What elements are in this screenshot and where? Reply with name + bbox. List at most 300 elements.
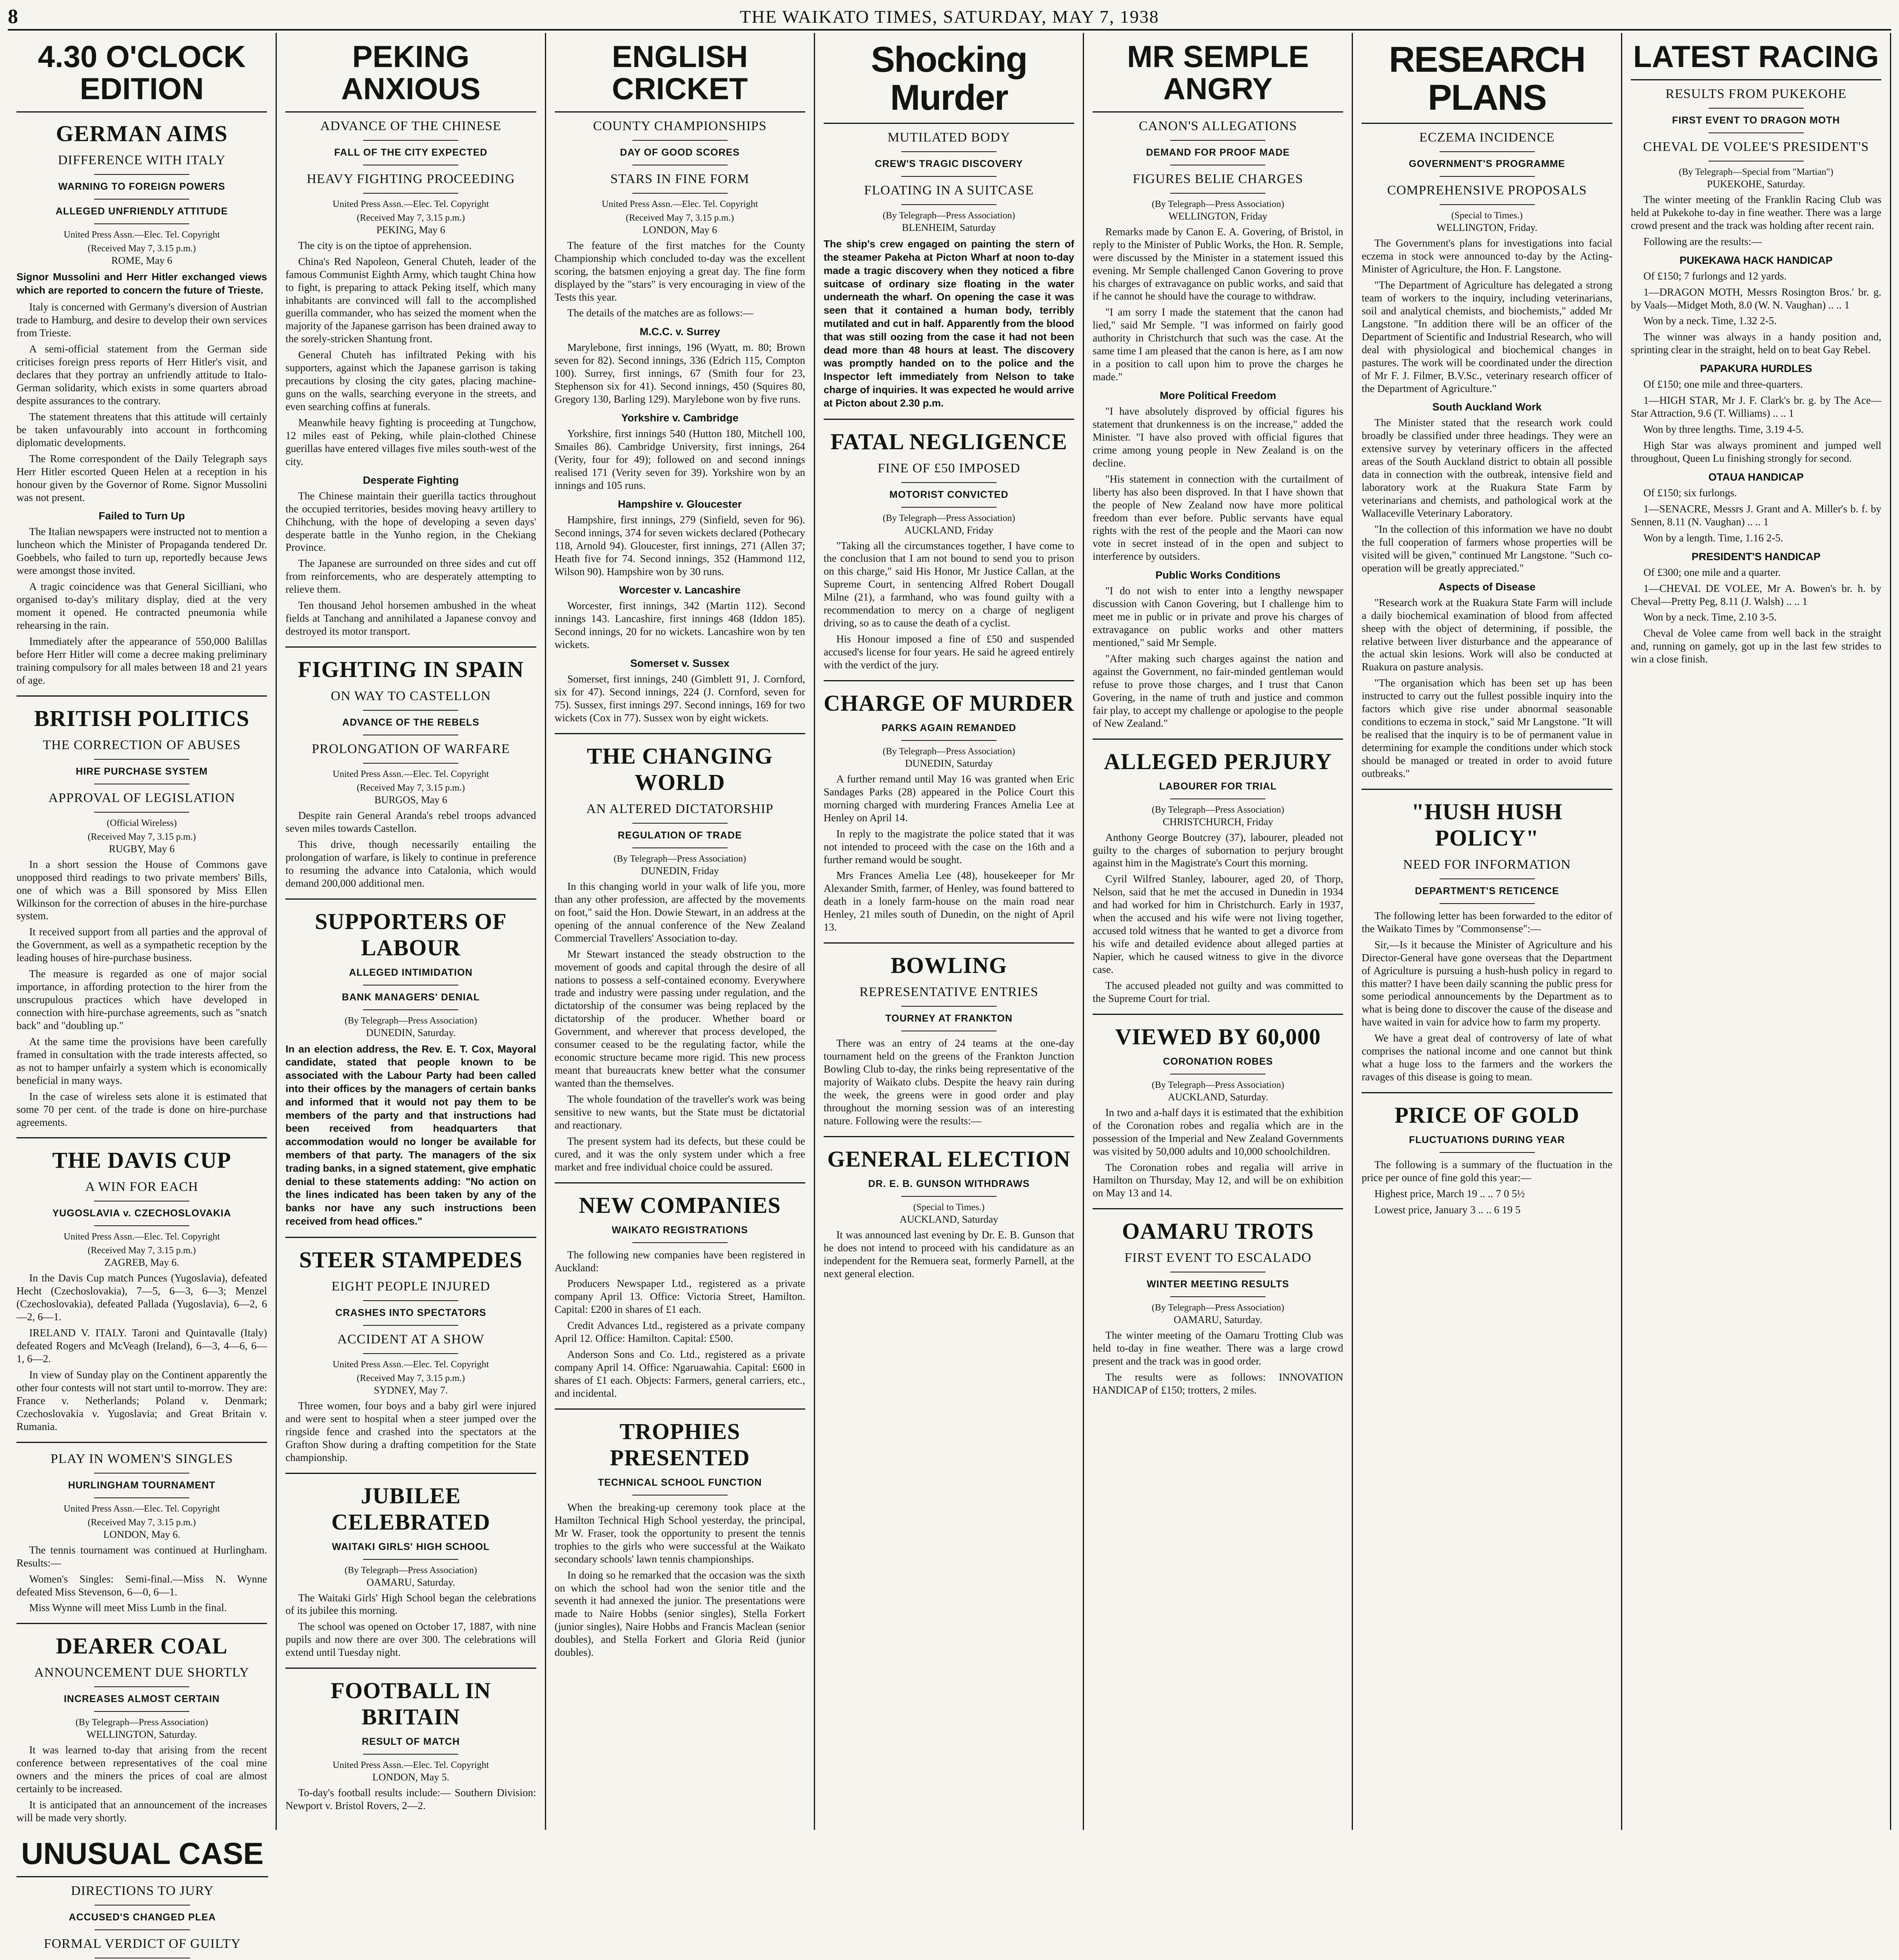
article (285, 1237, 536, 1464)
wire-credit: United Press Assn.—Elec. Tel. Copyright (332, 1760, 489, 1771)
wire-credit: United Press Assn.—Elec. Tel. Copyright (64, 1503, 220, 1514)
body-paragraph: When the breaking-up ceremony took place at the Hamilton Technical High School yesterday, the principal, Mr W. Fraser, took the opportunity to present the tennis trophies to the girls who were successful at the Waikato secondary schools' lawn tennis championships. (554, 1501, 805, 1565)
body-paragraph: We have a great deal of controversy of late of what comprises the national income and one cannot but think what a huge loss to the farmers and the workers the ravages of this disease is going to mean. (1362, 1032, 1612, 1083)
body-paragraph: Worcester, first innings, 342 (Martin 112). Second innings 143. Lancashire, first innings 468 (Iddon 185). Second innings, 20 for no wickets. Lancashire won by ten wickets. (554, 600, 805, 651)
wire-credit: (By Telegraph—Press Association) (345, 1015, 477, 1026)
section-rule (555, 1408, 805, 1410)
dateline: ROME, May 6 (111, 254, 172, 266)
body-paragraph: Won by a neck. Time, 2.10 3-5. (1643, 611, 1777, 623)
body-paragraph: Mr Stewart instanced the steady obstruction to the movement of goods and capital through the desire of all nations to possess a self-contained economy. Everywhere trade and industry were passing under regulation, and the dictatorship of the consumer was being replaced by the dictatorship of the producer. Whether board or Government, and wherever that process developed, the consumer ceased to be the regulating factor, while the economic structure became more rigid. This new process meant that bureaucrats knew better what the consumer wanted than the themselves. (554, 948, 805, 1089)
deck-headline: NEED FOR INFORMATION (1403, 857, 1571, 872)
body-paragraph: Hampshire, first innings, 279 (Sinfield, seven for 96). Second innings, 374 for seven wickets declared (Pothecary 118, Arnold 94). Gloucester, first innings, 271 (Allen 37; Heath five for 74. Second innings, 352 (Hammond 112, Wilson 90). Hampshire won by 30 runs. (554, 514, 805, 577)
wire-credit: (Official Wireless) (107, 818, 177, 828)
deck-headline: FIRST EVENT TO ESCALADO (1124, 1250, 1312, 1265)
subheading: Yorkshire v. Cambridge (621, 412, 739, 424)
dateline: RUGBY, May 6 (109, 843, 175, 855)
deck-rule (363, 140, 458, 141)
body-paragraph: The winter meeting of the Franklin Racing Club was held at Pukekohe to-day in fine weather. There was a large crowd present and the track was holding after recent rain. (1630, 193, 1881, 231)
dateline: LONDON, May 6. (103, 1528, 180, 1540)
bold-deck-headline: ALLEGED UNFRIENDLY ATTITUDE (55, 205, 228, 217)
body-paragraph: In view of Sunday play on the Continent apparently the other four contests will not start until to-morrow. They are: France v. Netherlands; Poland v. Denmark; Czechoslovakia v. Yugoslavia; and Great Britain v. Rumania. (16, 1369, 267, 1432)
wire-credit: (Special to Times.) (913, 1202, 985, 1212)
wire-credit: (By Telegraph—Special from "Martian") (1679, 167, 1834, 177)
deck-headline: MUTILATED BODY (887, 130, 1011, 145)
deck-rule (1708, 108, 1804, 109)
deck-headline: FLOATING IN A SUITCASE (864, 183, 1034, 198)
body-paragraph: 1—CHEVAL DE VOLEE, Mr A. Bowen's br. h. by Cheval—Pretty Peg, 8.11 (J. Walsh) .. .. 1 (1630, 582, 1881, 607)
subheading: OTAUA HANDICAP (1708, 471, 1804, 483)
received-time: (Received May 7, 3.15 p.m.) (356, 212, 465, 223)
body-paragraph: The Italian newspapers were instructed not to mention a luncheon which the Minister of Propaganda tendered Dr. Goebbels, who failed to turn up, reportedly because Jews were amongst those invited. (16, 526, 267, 577)
deck-rule (901, 1006, 997, 1007)
article-headline: ALLEGED PERJURY (1104, 748, 1332, 774)
article-headline: VIEWED BY 60,000 (1115, 1024, 1321, 1049)
body-paragraph: Miss Wynne will meet Miss Lumb in the final. (29, 1602, 227, 1614)
wire-credit: United Press Assn.—Elec. Tel. Copyright (332, 199, 489, 209)
dateline: DUNEDIN, Friday (641, 865, 719, 877)
deck-headline: ADVANCE OF THE CHINESE (320, 118, 501, 133)
body-paragraph: Anderson Sons and Co. Ltd., registered as a private company April 14. Office: Ngaruawahia. Capital: £600 in shares of £1 each. Objects: Farmers, general carriers, etc., and incidental. (554, 1348, 805, 1399)
bold-deck-headline: DEMAND FOR PROOF MADE (1146, 147, 1290, 158)
bold-deck-headline: DEPARTMENT'S RETICENCE (1415, 885, 1559, 897)
article (555, 119, 805, 724)
deck-headline: PROLONGATION OF WARFARE (312, 742, 510, 757)
deck-headline: PLAY IN WOMEN'S SINGLES (51, 1451, 233, 1466)
body-paragraph: The following letter has been forwarded to the editor of the Waikato Times by "Commonsense":— (1362, 909, 1612, 935)
article (1362, 130, 1612, 780)
body-paragraph: "I am sorry I made the statement that the canon had lied," said Mr Semple. "I was informed on fairly good authority in Christchurch that such was the case. At the same time I am pleased that the canon is here, as I am now in a position to call upon him to prove the charges he made." (1093, 306, 1343, 383)
body-paragraph: The measure is regarded as one of major social importance, in affording protection to the hirer from the unscrupulous practices which have developed in connection with hire-purchase agreements, such as "snatch back" and "doubling up." (16, 968, 267, 1031)
dateline: PUKEKOHE, Saturday. (1707, 178, 1805, 190)
wire-credit: (By Telegraph—Press Association) (882, 211, 1015, 221)
body-paragraph: It is anticipated that an announcement of the increases will be made very shortly. (16, 1799, 267, 1824)
body-paragraph: Of £150; 7 furlongs and 12 yards. (1643, 270, 1787, 282)
column (277, 33, 546, 1830)
body-paragraph: It was announced last evening by Dr. E. B. Gunson that he does not intend to proceed with his candidature as an independent for the Remuera seat, formerly Parnell, at the next general election. (823, 1229, 1075, 1279)
section-rule (824, 680, 1074, 681)
body-paragraph: "After making such charges against the nation and against the Government, no fair-minded gentleman would refuse to prove those charges, and I trust that Canon Govering, in the name of truth and justice and common fair play, to accept my challenge or apologise to the people of New Zealand." (1093, 652, 1343, 729)
column (815, 33, 1084, 1830)
bold-deck-headline: DR. E. B. GUNSON WITHDRAWS (868, 1178, 1030, 1189)
bold-deck-headline: MOTORIST CONVICTED (889, 489, 1009, 500)
section-rule (555, 733, 805, 734)
wire-credit: United Press Assn.—Elec. Tel. Copyright (64, 229, 220, 240)
body-paragraph: 1—SENACRE, Messrs J. Grant and A. Miller's b. f. by Sennen, 8.11 (N. Vaughan) .. .. 1 (1630, 503, 1881, 528)
deck-headline: FIGURES BELIE CHARGES (1133, 171, 1304, 186)
deck-rule (1170, 140, 1265, 141)
wire-credit: United Press Assn.—Elec. Tel. Copyright (332, 769, 489, 780)
body-paragraph: In a short session the House of Commons gave unopposed third readings to two private members' Bills, one of which was a Bill sponsored by Miss Ellen Wilkinson for the correction of abuses in the hire-purchase system. (16, 858, 267, 922)
subheading: Failed to Turn Up (98, 510, 185, 522)
body-paragraph: Lowest price, January 3 .. .. 6 19 5 (1374, 1203, 1521, 1216)
body-paragraph: The Minister stated that the research work could broadly be classified under three headings. They were an extensive survey by veterinary officers in the affected areas of the South Auckland district to obtain all possible data in connection with the outbreak, intensive field and laboratory work at the Ruakura State Farm by veterinarians and chemists, and pathological work at the Wallaceville Veterinary Laboratory. (1362, 417, 1612, 519)
body-paragraph: Women's Singles: Semi-final.—Miss N. Wynne defeated Miss Stevenson, 6—0, 6—1. (16, 1573, 267, 1598)
subheading: M.C.C. v. Surrey (639, 326, 720, 338)
article (1093, 119, 1343, 730)
subheading: Somerset v. Sussex (630, 657, 730, 670)
body-paragraph: There was an entry of 24 teams at the one-day tournament held on the greens of the Frankton Junction Bowling Club to-day, the rinks being representative of the majority of Waikato clubs. Despite the heavy rain during the week, the greens were in good order and play throughout the morning session was of an interesting nature. Following were the results:— (823, 1037, 1075, 1127)
deck-headline: RESULTS FROM PUKEKOHE (1665, 86, 1847, 101)
bold-deck-headline: HURLINGHAM TOURNAMENT (68, 1479, 216, 1491)
deck-headline: ON WAY TO CASTELLON (330, 689, 491, 704)
dateline: LONDON, May 5. (372, 1771, 450, 1783)
lead-paragraph: In an election address, the Rev. E. T. Cox, Mayoral candidate, stated that people known to be associated with the Labour Party had been called into their offices by the managers of certain banks and informed that it would not pay them to be members of the party and that instructions had been received from headquarters that accommodation would no longer be available for members of that party. The managers of the six trading banks, in a signed statement, give emphatic denial to these statements adding: "No action on the lines indicated has been taken by any of the banks nor have any such instructions been received from head offices." (285, 1043, 536, 1227)
section-rule (285, 1473, 536, 1474)
article (824, 419, 1074, 671)
section-rule (285, 646, 536, 648)
article (16, 1623, 267, 1824)
deck-headline: DIRECTIONS TO JURY (71, 1883, 214, 1898)
body-paragraph: The statement threatens that this attitude will certainly be taken unfavourably into account in forthcoming diplomatic developments. (16, 410, 267, 448)
article-headline: "HUSH HUSH POLICY" (1411, 799, 1563, 851)
article (555, 733, 805, 1174)
deck-rule (1170, 1296, 1265, 1297)
received-time: (Received May 7, 3.15 p.m.) (87, 243, 196, 254)
deck-rule (363, 1325, 458, 1326)
deck-rule (94, 223, 189, 224)
deck-rule (901, 740, 997, 741)
article (285, 119, 536, 638)
received-time: (Received May 7, 3.15 p.m.) (87, 1245, 196, 1256)
section-rule (285, 1668, 536, 1669)
body-paragraph: Credit Advances Ltd., registered as a private company April 12. Office: Hamilton. Capital: £500. (554, 1319, 805, 1345)
section-rule (824, 1136, 1074, 1137)
body-paragraph: It received support from all parties and the approval of the Government, as well as a sympathetic reception by the leading houses of hire-purchase business. (16, 926, 267, 964)
bold-deck-headline: ACCUSED'S CHANGED PLEA (69, 1911, 216, 1923)
subheading: South Auckland Work (1432, 401, 1542, 413)
article (285, 646, 536, 890)
bold-deck-headline: TECHNICAL SCHOOL FUNCTION (597, 1477, 762, 1488)
deck-rule (901, 507, 997, 508)
deck-rule (94, 1225, 189, 1226)
deck-rule (94, 1686, 189, 1687)
deck-rule (901, 176, 997, 177)
subheading: PRESIDENT'S HANDICAP (1691, 550, 1821, 563)
dateline: CHRISTCHURCH, Friday (1162, 816, 1273, 828)
body-paragraph: High Star was always prominent and jumped well throughout, Queen Lu finishing strongly for second. (1630, 439, 1881, 464)
body-paragraph: Yorkshire, first innings 540 (Hutton 180, Mitchell 100, Smailes 86). Cambridge University, first innings, 264 (Verity, four for 49); followed on and second innings realised 171 (Verity seven for 39). Yorkshire won by an innings and 105 runs. (554, 428, 805, 491)
dateline: AUCKLAND, Saturday (899, 1213, 999, 1225)
deck-headline: APPROVAL OF LEGISLATION (48, 790, 235, 805)
deck-rule (632, 140, 728, 141)
deck-headline: CHEVAL DE VOLEE'S PRESIDENT'S (1643, 139, 1869, 154)
body-paragraph: Mrs Frances Amelia Lee (48), housekeeper for Mr Alexander Smith, farmer, of Henley, was found battered to death in a lonely farm-house on the main road near Henley, 21 miles south of Dunedin, on the night of April 13. (823, 869, 1075, 933)
article (1093, 1014, 1343, 1200)
subheading: More Political Freedom (1160, 390, 1276, 402)
deck-headline: FINE OF £50 IMPOSED (877, 461, 1020, 475)
dateline: AUCKLAND, Saturday. (1167, 1091, 1268, 1103)
body-paragraph: Following are the results:— (1643, 235, 1762, 247)
column-headline: Shocking Murder (824, 33, 1074, 124)
body-paragraph: Producers Newspaper Ltd., registered as a private company April 13. Office: Victoria Street, Hamilton. Capital: £200 in shares of £1 each. (554, 1278, 805, 1316)
article-headline: GENERAL ELECTION (827, 1146, 1071, 1172)
body-paragraph: The following is a summary of the fluctuation in the price per ounce of fine gold this year:— (1362, 1159, 1612, 1183)
article-headline: OAMARU TROTS (1122, 1218, 1314, 1244)
deck-rule (94, 1473, 189, 1474)
body-paragraph: Immediately after the appearance of 550,000 Balillas before Herr Hitler will come a decree making preliminary training compulsory for all males between 18 and 21 years of age. (16, 635, 267, 686)
dateline: OAMARU, Saturday. (1173, 1314, 1262, 1326)
bold-deck-headline: RESULT OF MATCH (361, 1736, 460, 1748)
bold-deck-headline: HIRE PURCHASE SYSTEM (76, 766, 208, 777)
column (8, 1830, 277, 1960)
body-paragraph: It was learned to-day that arising from the recent conference between representatives of the coal mine owners and the miners the prices of coal are almost certainly to be increased. (16, 1744, 267, 1795)
wire-credit: (By Telegraph—Press Association) (1151, 199, 1284, 209)
deck-headline: THE CORRECTION OF ABUSES (43, 737, 241, 752)
column-headline: RESEARCH PLANS (1362, 33, 1612, 124)
deck-rule (363, 1559, 458, 1560)
column (1353, 33, 1622, 1830)
lead-paragraph: Signor Mussolini and Herr Hitler exchanged views which are reported to concern the future of Trieste. (16, 270, 267, 296)
deck-rule (94, 174, 189, 175)
bold-deck-headline: WAIKATO REGISTRATIONS (612, 1224, 748, 1236)
article-headline: GERMAN AIMS (56, 120, 228, 146)
article (285, 1473, 536, 1659)
body-paragraph: The Waitaki Girls' High School began the celebrations of its jubilee this morning. (285, 1592, 536, 1617)
body-paragraph: A further remand until May 16 was granted when Eric Sandages Parks (28) appeared in the Police Court this morning charged with murdering Frances Amelia Lee at Henley on April 14. (823, 773, 1075, 824)
body-paragraph: The Japanese are surrounded on three sides and cut off from reinforcements, who are desperately attempting to relieve them. (285, 557, 536, 595)
masthead (8, 4, 1891, 31)
bold-deck-headline: CORONATION ROBES (1163, 1056, 1273, 1067)
bold-deck-headline: LABOURER FOR TRIAL (1159, 780, 1277, 792)
body-paragraph: The winter meeting of the Oamaru Trotting Club was held to-day in fine weather. There was a large crowd present and the track was in good order. (1093, 1329, 1343, 1367)
section-rule (1093, 1208, 1343, 1209)
body-paragraph: At the same time the provisions have been carefully framed in consultation with the trade interests affected, so as not to hamper unfairly a system which is economically beneficial in many ways. (16, 1035, 267, 1086)
deck-rule (363, 1353, 458, 1354)
deck-rule (94, 199, 189, 200)
deck-rule (901, 151, 997, 152)
section-rule (555, 1182, 805, 1183)
body-paragraph: 1—HIGH STAR, Mr J. F. Clark's br. g. by The Ace—Star Attraction, 9.6 (T. Williams) .. .. 1 (1630, 394, 1881, 419)
article-headline: TROPHIES PRESENTED (610, 1418, 750, 1470)
subheading: PUKEKAWA HACK HANDICAP (1679, 254, 1833, 266)
body-paragraph: The details of the matches are as follows:— (567, 307, 753, 319)
section-rule (16, 695, 267, 697)
article (824, 942, 1074, 1127)
dateline: BURGOS, May 6 (374, 794, 447, 806)
section-rule (16, 1623, 267, 1624)
lead-paragraph: The ship's crew engaged on painting the stern of the steamer Pakeha at Picton Wharf at noon to-day made a tragic discovery when they noticed a fibre suitcase of ordinary size floating in the water underneath the wharf. On opening the case it was seen that it contained a human body, terribly mutilated and cut in half. Apparently from the blood that was still oozing from the case it had not been dead more than 48 hours at least. The discovery was promptly handed on to the police and the Inspector left immediately from Nelson to take charge of inquiries. It was expected he would arrive at Picton about 2.30 p.m. (823, 238, 1075, 409)
deck-rule (363, 1300, 458, 1301)
received-time: (Received May 7, 3.15 p.m.) (87, 1517, 196, 1528)
newspaper-title: THE WAIKATO TIMES, SATURDAY, MAY 7, 1938 (740, 6, 1159, 27)
body-paragraph: In this changing world in your walk of life you, more than any other profession, are affected by the movements on foot," said the Hon. Dowie Stewart, in an address at the opening of the annual conference of the New Zealand Commercial Travellers' Association to-day. (554, 880, 805, 944)
dateline: LONDON, May 6 (643, 224, 717, 236)
body-paragraph: Anthony George Boutcrey (37), labourer, pleaded not guilty to the charges of subornation to perjury brought against him in the Magistrate's Court this morning. (1093, 831, 1343, 869)
body-paragraph: "Research work at the Ruakura State Farm will include a daily biochemical examination of blood from affected sheep with the object of determining, if possible, the relative between liver disturbance and the appearance of the actual skin lesions. Work will also be conducted at Ruakura on pasture analysis. (1362, 596, 1612, 673)
wire-credit: United Press Assn.—Elec. Tel. Copyright (601, 199, 758, 209)
deck-headline: EIGHT PEOPLE INJURED (331, 1279, 490, 1294)
deck-rule (632, 193, 728, 194)
column (546, 33, 815, 1830)
article (1093, 1208, 1343, 1397)
subheading: Public Works Conditions (1155, 569, 1281, 581)
body-paragraph: "I have absolutely disproved by official figures his statement that drunkenness is on the increase," added the Minister. "I have also proved with official figures that crime among young people in New Zealand is on the decline. (1093, 405, 1343, 469)
body-paragraph: "Taking all the circumstances together, I have come to the conclusion that I am not bound to send you to prison on this charge," said His Honor, Mr Justice Callan, at the Supreme Court, in sentencing Alfred Robert Dougall Milne (21), a farmhand, who was found guilty with a recommendation to mercy on a charge of negligent driving, so as to cause the death of a cyclist. (823, 539, 1075, 629)
wire-credit: (By Telegraph—Press Association) (882, 513, 1015, 523)
body-paragraph: The Chinese maintain their guerilla tactics throughout the occupied territories, besides moving heavy artillery to Chihchung, with the hope of developing a seven days' desperate battle in the Yunho region, in the Chekiang Province. (285, 490, 536, 554)
body-paragraph: The whole foundation of the traveller's work was being sensitive to new wants, but the State must be dictatorial and reactionary. (554, 1093, 805, 1131)
section-rule (285, 898, 536, 900)
body-paragraph: Sir,—Is it because the Minister of Agriculture and his Director-General have gone overseas that the Department of Agriculture is pursuing a hush-hush policy in regard to this matter? I have been daily scanning the public press for some periodical announcements by the Department as to what is being done to discover the cause of the disease and have waited in vain for advice how to farm my property. (1362, 938, 1612, 1028)
body-paragraph: Cyril Wilfred Stanley, labourer, aged 20, of Thorp, Nelson, said that he met the accused in Dunedin in 1934 and had worked for him in Christchurch. Early in 1937, when the accused and his wife were not living together, accused told witness that he wanted to get a divorce from his wife and detailed evidence about alleged parties at Napier, which he caused witness to give in the divorce case. (1093, 873, 1343, 975)
dateline: SYDNEY, May 7. (374, 1384, 448, 1396)
deck-rule (901, 204, 997, 205)
subheading: Aspects of Disease (1438, 581, 1536, 593)
deck-headline: AN ALTERED DICTATORSHIP (586, 801, 773, 816)
wire-credit: (By Telegraph—Press Association) (1151, 1303, 1284, 1313)
deck-rule (363, 763, 458, 764)
section-rule (16, 1442, 267, 1443)
body-paragraph: To-day's football results include:— Southern Division: Newport v. Bristol Rovers, 2—2. (285, 1787, 536, 1812)
dateline: WELLINGTON, Friday. (1436, 222, 1538, 234)
deck-rule (1708, 132, 1804, 133)
wire-credit: (By Telegraph—Press Association) (882, 746, 1015, 757)
body-paragraph: China's Red Napoleon, General Chuteh, leader of the famous Communist Eighth Army, which taught China how to fight, is preparing to attack Peking itself, which many inhabitants are convinced will fall to the accomplished guerilla commander, who has seized the moment when the majority of the Japanese garrison has been drained away to the sorely-stricken Shantung front. (285, 255, 536, 345)
subheading: Worcester v. Lancashire (619, 584, 741, 596)
wire-credit: United Press Assn.—Elec. Tel. Copyright (332, 1359, 489, 1370)
article (285, 1668, 536, 1812)
column-headline: LATEST RACING (1631, 33, 1881, 80)
article (1362, 1092, 1612, 1216)
body-paragraph: The feature of the first matches for the County Championship which concluded to-day was the excellent scoring, the batsmen enjoying a great day. The fine form displayed by the "stars" is very encouraging in view of the Tests this year. (554, 239, 805, 303)
deck-rule (94, 812, 189, 813)
bold-deck-headline: YUGOSLAVIA v. CZECHOSLOVAKIA (52, 1208, 231, 1219)
article-headline: CHARGE OF MURDER (824, 690, 1074, 716)
deck-rule (1440, 204, 1535, 205)
article (824, 1136, 1074, 1280)
deck-rule (363, 1754, 458, 1755)
article (285, 898, 536, 1228)
article-headline: FIGHTING IN SPAIN (298, 657, 524, 682)
column-headline: 4.30 O'CLOCK EDITION (16, 33, 267, 113)
section-rule (824, 419, 1074, 420)
dateline: DUNEDIN, Saturday (905, 757, 993, 769)
article-headline: THE DAVIS CUP (52, 1147, 231, 1173)
received-time: (Received May 7, 3.15 p.m.) (356, 1373, 465, 1383)
body-paragraph: The school was opened on October 17, 1887, with nine pupils and now there are over 300. The celebrations will extend until Tuesday night. (285, 1621, 536, 1659)
body-paragraph: "I do not wish to enter into a lengthy newspaper discussion with Canon Govering, but I challenge him to meet me in public or in private and prove his charges of extravagance on public works and other matters mentioned," said Mr Semple. (1093, 585, 1343, 649)
section-rule (1362, 1092, 1612, 1093)
deck-headline: ECZEMA INCIDENCE (1419, 130, 1555, 145)
bold-deck-headline: CREW'S TRAGIC DISCOVERY (875, 158, 1023, 170)
dateline: PEKING, May 6 (376, 224, 445, 236)
deck-rule (632, 823, 728, 824)
bold-deck-headline: BANK MANAGERS' DENIAL (341, 991, 480, 1003)
body-paragraph: In the case of wireless sets alone it is estimated that some 70 per cent. of the trade is done on hire-purchase agreements. (16, 1090, 267, 1128)
columns (8, 33, 1891, 1960)
article (1093, 739, 1343, 1005)
dateline: OAMARU, Saturday. (367, 1576, 455, 1588)
body-paragraph: "His statement in connection with the curtailment of liberty has also been disproved. In that I have shown that the people of New Zealand now have more political freedom than ever before. Public servants have equal rights with the rest of the people and the Maori can now vote in secret instead of in the open and subject to interference by outsiders. (1093, 473, 1343, 563)
article-headline: BOWLING (890, 953, 1008, 978)
body-paragraph: This drive, though necessarily entailing the prolongation of warfare, is likely to continue in preference to resuming the advance into Catalonia, which would demand 200,000 additional men. (285, 838, 536, 889)
deck-rule (1440, 903, 1535, 904)
wire-credit: (Special to Times.) (1451, 211, 1523, 221)
deck-rule (632, 1242, 728, 1243)
bold-deck-headline: WARNING TO FOREIGN POWERS (58, 181, 225, 192)
article-headline: SUPPORTERS OF LABOUR (315, 908, 507, 960)
bold-deck-headline: GOVERNMENT'S PROGRAMME (1409, 158, 1565, 170)
body-paragraph: Meanwhile heavy fighting is proceeding at Tungchow, 12 miles east of Peking, while plain-clothed Chinese guerillas have entered villages five miles south-west of the city. (285, 416, 536, 467)
deck-headline: CANON'S ALLEGATIONS (1138, 118, 1297, 133)
deck-rule (363, 710, 458, 711)
bold-deck-headline: PARKS AGAIN REMANDED (881, 722, 1017, 733)
body-paragraph: In reply to the magistrate the police stated that it was not intended to proceed with the case on the 16th and a further remand would be sought. (823, 828, 1075, 866)
article-headline: JUBILEE CELEBRATED (331, 1483, 490, 1535)
body-paragraph: Won by a length. Time, 1.16 2-5. (1643, 532, 1783, 544)
bold-deck-headline: REGULATION OF TRADE (617, 829, 742, 841)
subheading: Hampshire v. Gloucester (618, 498, 742, 510)
article-headline: THE CHANGING WORLD (586, 743, 773, 795)
bold-deck-headline: TOURNEY AT FRANKTON (885, 1013, 1013, 1024)
body-paragraph: Somerset, first innings, 240 (Gimblett 91, J. Cornford, six for 47). Second innings, 224 (J. Cornford, seven for 75). Sussex, first innings 297. Second innings, 169 for two wickets (Cox in 77). Sussex won by eight wickets. (554, 673, 805, 724)
body-paragraph: Of £150; six furlongs. (1643, 486, 1737, 499)
body-paragraph: A semi-official statement from the German side criticises foreign press reports of Herr Hitler's visit, and declares that they portray an unfriendly attitude to Italo-German solidarity, which exists in some quarters abroad despite assurances to the contrary. (16, 343, 267, 407)
body-paragraph: The tennis tournament was continued at Hurlingham. Results:— (16, 1544, 267, 1569)
body-paragraph: General Chuteh has infiltrated Peking with his supporters, against which the Japanese garrison is taking precautions by closing the city gates, placing machine-guns on the walls, searching everyone in the streets, and even searching coffins at funerals. (285, 349, 536, 413)
article (1362, 789, 1612, 1083)
deck-headline: HEAVY FIGHTING PROCEEDING (307, 171, 515, 186)
body-paragraph: In the Davis Cup match Punces (Yugoslavia), defeated Hecht (Czechoslovakia), 7—5, 6—3, 6—3; Menzel (Czechoslovakia), defeated Pallada (Yugoslavia), 6—2, 6—2, 6—1. (16, 1272, 267, 1323)
column (1622, 33, 1891, 1830)
subheading: PAPAKURA HURDLES (1700, 363, 1812, 375)
body-paragraph: Of £300; one mile and a quarter. (1643, 566, 1781, 578)
subheading: Desperate Fighting (363, 474, 459, 486)
body-paragraph: Cheval de Volee came from well back in the straight and, running on gamely, got up in the last few strides to win a close finish. (1630, 627, 1881, 665)
dateline: WELLINGTON, Friday (1168, 210, 1267, 222)
bold-deck-headline: WAITAKI GIRLS' HIGH SCHOOL (332, 1541, 490, 1552)
article-headline: DEARER COAL (56, 1633, 228, 1659)
body-paragraph: The city is on the tiptoe of apprehension. (298, 239, 472, 251)
article-headline: PRICE OF GOLD (1394, 1102, 1579, 1128)
article (16, 695, 267, 1129)
body-paragraph: The winner was always in a handy position and, sprinting clear in the straight, held on to beat Gay Rebel. (1630, 331, 1881, 356)
column (1084, 33, 1353, 1830)
article (1631, 87, 1881, 666)
deck-rule (1440, 151, 1535, 152)
article (16, 1442, 267, 1615)
body-paragraph: "The organisation which has been set up has been instructed to carry out the fullest possible inquiry into the factors which give rise under abnormal seasonable conditions to eczema in stock," said Mr Langstone. "It will be realised that the inquiry is to be of permanent value in determining for example the conditions under which stock should be managed or treated in order to avoid future outbreaks." (1362, 677, 1612, 779)
bold-deck-headline: DAY OF GOOD SCORES (620, 147, 740, 158)
section-rule (285, 1237, 536, 1238)
section-rule (1362, 789, 1612, 790)
article-headline: STEER STAMPEDES (299, 1247, 523, 1272)
wire-credit: (By Telegraph—Press Association) (614, 853, 746, 864)
deck-headline: A WIN FOR EACH (85, 1180, 198, 1194)
dateline: WELLINGTON, Saturday. (86, 1729, 197, 1740)
received-time: (Received May 7, 3.15 p.m.) (87, 831, 196, 842)
body-paragraph: Marylebone, first innings, 196 (Wyatt, m. 80; Brown seven for 82). Second innings, 336 (Edrich 115, Compton 100). Surrey, first innings, 67 (Smith four for 23, Stephenson six for 41). Second innings, 450 (Squires 80, Gregory 130, Barling 129). Marylebone won by five runs. (554, 341, 805, 405)
body-paragraph: "The Department of Agriculture has delegated a strong team of workers to the inquiry, including veterinarians, soil and analytical chemists, and biochemists," added Mr Langstone. "In addition there will be an officer of the Department of Scientific and Industrial Research, who will deal with physiological and biochemical changes in pastures. The work will be coordinated under the direction of Mr F. J. Filmer, B.V.Sc., veterinary research officer of the Department of Agriculture." (1362, 279, 1612, 394)
body-paragraph: The Coronation robes and regalia will arrive in Hamilton on Thursday, May 12, and will be on exhibition on May 13 and 14. (1093, 1161, 1343, 1199)
body-paragraph: A tragic coincidence was that General Sicilliani, who organised to-day's military display, died at the very moment it opened. He contracted pneumonia while rehearsing in the rain. (16, 581, 267, 631)
body-paragraph: The accused pleaded not guilty and was committed to the Supreme Court for trial. (1093, 979, 1343, 1004)
deck-rule (901, 1196, 997, 1197)
deck-headline: COUNTY CHAMPIONSHIPS (593, 118, 767, 133)
body-paragraph: Remarks made by Canon E. A. Govering, of Bristol, in reply to the Minister of Public Works, the Hon. R. Semple, were discussed by the Minister in a statement issued this evening. Mr Semple challenged Canon Govering to prove his charges of extravagance on public works, and said that if he cannot he should have the courage to withdraw. (1093, 225, 1343, 302)
bold-deck-headline: INCREASES ALMOST CERTAIN (64, 1693, 220, 1705)
body-paragraph: "In the collection of this information we have no doubt the full cooperation of farmers whose properties will be visited will be given," continued Mr Langstone. "Such co-operation will be greatly appreciated." (1362, 523, 1612, 574)
body-paragraph: Won by a neck. Time, 1.32 2-5. (1643, 315, 1777, 327)
body-paragraph: In doing so he remarked that the occasion was the sixth on which the school had won the senior title and the seventh it had annexed the junior. The presentations were made to Naire Hobbs (senior singles), Stella Forkert (junior singles), Naire Hobbs and Francis Maclean (senior doubles), and Stella Forkert and Gloria Reid (junior doubles). (554, 1569, 805, 1659)
article-headline: FOOTBALL IN BRITAIN (330, 1678, 491, 1730)
body-paragraph: The following new companies have been registered in Auckland: (554, 1249, 805, 1274)
body-paragraph: The Government's plans for investigations into facial eczema in stock were announced to-day by the Acting-Minister of Agriculture, the Hon. F. Langstone. (1362, 237, 1612, 275)
article (555, 1408, 805, 1659)
deck-headline: COMPREHENSIVE PROPOSALS (1387, 183, 1587, 198)
section-rule (824, 942, 1074, 944)
wire-credit: (By Telegraph—Press Association) (1151, 804, 1284, 815)
